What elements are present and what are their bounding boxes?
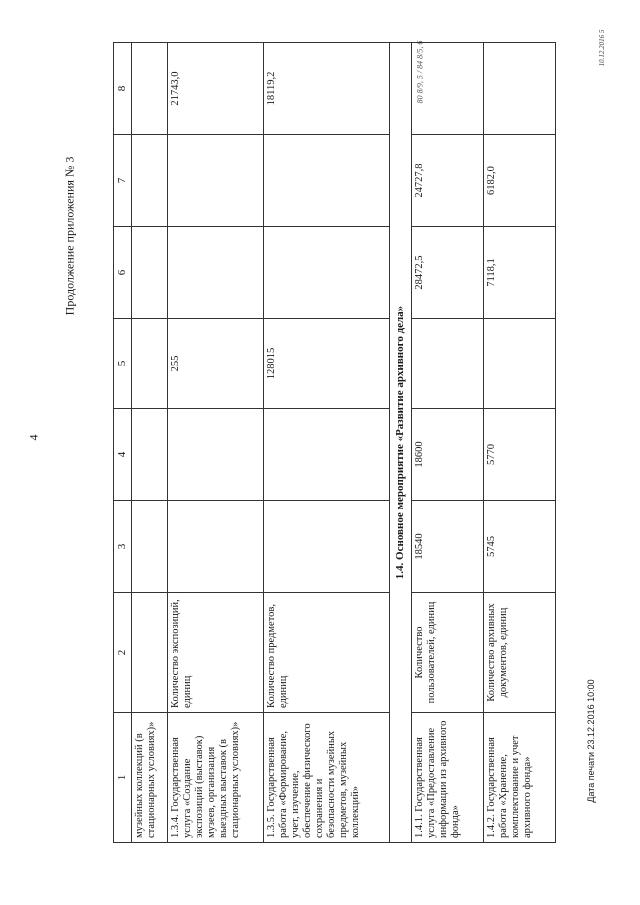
table-row <box>167 43 263 843</box>
table-cell <box>263 227 389 319</box>
page-number: 4 <box>26 434 41 441</box>
table-cell <box>411 40 483 135</box>
header-cell: 3 <box>114 501 132 593</box>
table-cell: 6182,0 <box>483 135 555 227</box>
side-note: 10.12.2016 5 <box>598 29 606 67</box>
table-cell: 28472,5 <box>411 227 483 319</box>
table-cell <box>167 409 263 501</box>
table-cell <box>131 593 167 713</box>
table-cell: 18119,2 <box>263 43 389 135</box>
table-cell: 18540 <box>411 501 483 593</box>
table-cell <box>131 135 167 227</box>
appendix-table <box>113 42 556 843</box>
table-cell: 5745 <box>483 501 555 593</box>
table-cell: 7118,1 <box>483 227 555 319</box>
table-cell <box>131 43 167 135</box>
handwritten-note: 80 8/9, 5 / 84 8/5, 6 <box>415 40 425 104</box>
table-cell <box>483 319 555 409</box>
table-cell <box>131 227 167 319</box>
table-cell: 1.3.5. Государственная работа «Формирование, учет, изучение, обеспечение физического сохранения и безопасности музейных предметов, музейных коллекций» <box>263 713 389 843</box>
table-cell: 128015 <box>263 319 389 409</box>
header-cell: 5 <box>114 319 132 409</box>
table-cell <box>483 43 555 135</box>
table-cell: 1.4.1. Государственная услуга «Предоставление информации из архивного фонда» <box>411 713 483 843</box>
section-row <box>389 43 411 843</box>
table-row <box>483 43 555 843</box>
table-cell <box>167 501 263 593</box>
header-row <box>114 43 132 843</box>
header-cell: 2 <box>114 593 132 713</box>
table-cell: 1.3.4. Государственная услуга «Создание экспозиций (выставок) музеев, организация выездных выставок (в стационарных условиях)» <box>167 713 263 843</box>
table-cell: 24727,8 <box>411 135 483 227</box>
table-cell <box>263 501 389 593</box>
table-cell <box>131 409 167 501</box>
header-cell: 7 <box>114 135 132 227</box>
header-cell: 8 <box>114 43 132 135</box>
table-cell: Количество предметов, единиц <box>263 593 389 713</box>
table-row <box>131 43 167 843</box>
print-date: Дата печати 23.12.2016 10:00 <box>586 679 596 803</box>
table-cell: музейных коллекций (в стационарных условиях)» <box>131 713 167 843</box>
section-title: 1.4. Основное мероприятие «Развитие архивного дела» <box>389 43 411 843</box>
table-cell: 5770 <box>483 409 555 501</box>
appendix-subtitle: Продолжение приложения № 3 <box>62 156 77 316</box>
table-row <box>411 43 483 843</box>
table-cell: 21743,0 <box>167 43 263 135</box>
table-cell: Количество архивных документов, единиц <box>483 593 555 713</box>
table-cell <box>263 135 389 227</box>
table-cell: 18600 <box>411 409 483 501</box>
table-cell <box>167 227 263 319</box>
table-cell: Количество экспозиций, единиц <box>167 593 263 713</box>
table-cell: Количество пользователей, единиц <box>411 593 483 713</box>
header-cell: 1 <box>114 713 132 843</box>
table-cell <box>167 135 263 227</box>
table-cell: 1.4.2. Государственная работа «Хранение, комплектование и учет архивного фонда» <box>483 713 555 843</box>
table-cell <box>131 319 167 409</box>
table-cell <box>411 319 483 409</box>
table-cell <box>263 409 389 501</box>
table-cell <box>131 501 167 593</box>
header-cell: 4 <box>114 409 132 501</box>
table-cell: 255 <box>167 319 263 409</box>
table-row <box>263 43 389 843</box>
header-cell: 6 <box>114 227 132 319</box>
